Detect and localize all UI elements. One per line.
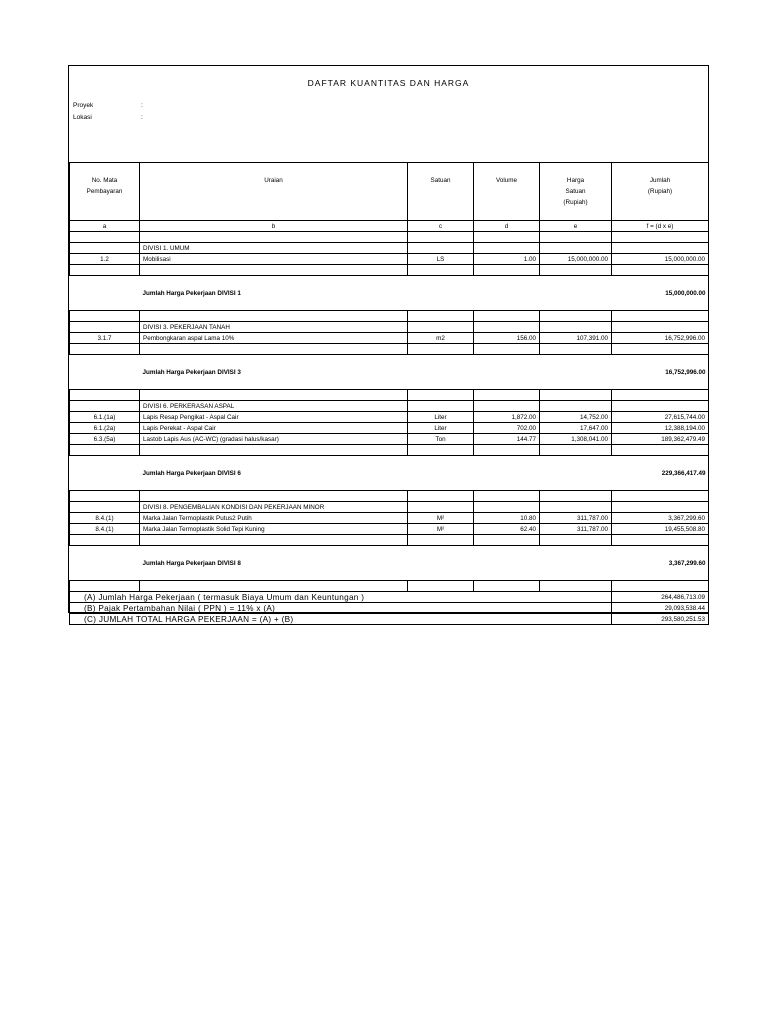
item-no: 3.1.7 <box>70 333 140 344</box>
subtotal-amount: 3,367,299.60 <box>612 546 709 581</box>
item-no: 8.4.(1) <box>70 524 140 535</box>
item-satuan: LS <box>408 254 474 265</box>
subtotal-amount: 16,752,996.00 <box>612 355 709 390</box>
empty-cell <box>408 243 474 254</box>
empty-cell <box>540 581 612 592</box>
summary-value: 264,486,713.09 <box>612 592 709 603</box>
empty-cell <box>474 322 540 333</box>
item-uraian: Pembongkaran aspal Lama 10% <box>140 333 408 344</box>
project-row <box>73 102 143 109</box>
empty-cell <box>540 276 612 311</box>
subtotal-row <box>70 456 709 491</box>
spacer-row <box>70 390 709 401</box>
empty-cell <box>474 445 540 456</box>
empty-cell <box>70 243 140 254</box>
empty-cell <box>540 322 612 333</box>
item-harga: 1,308,041.00 <box>540 434 612 445</box>
empty-cell <box>474 491 540 502</box>
empty-cell <box>540 355 612 390</box>
item-row <box>70 524 709 535</box>
empty-cell <box>70 445 140 456</box>
empty-cell <box>408 311 474 322</box>
empty-cell <box>70 265 140 276</box>
col-letter: b <box>140 221 408 232</box>
item-jumlah: 3,367,299.60 <box>612 513 709 524</box>
item-no: 1.2 <box>70 254 140 265</box>
empty-cell <box>612 535 709 546</box>
division-title: DIVISI 3. PEKERJAAN TANAH <box>140 322 408 333</box>
item-row <box>70 423 709 434</box>
summary-value: 29,093,538.44 <box>612 603 709 614</box>
empty-cell <box>540 546 612 581</box>
empty-cell <box>140 232 408 243</box>
col-letter: e <box>540 221 612 232</box>
empty-cell <box>612 581 709 592</box>
lokasi-colon: : <box>141 114 143 121</box>
spacer-row <box>70 232 709 243</box>
item-uraian: Marka Jalan Termoplastik Putus2 Putih <box>140 513 408 524</box>
empty-cell <box>540 344 612 355</box>
empty-cell <box>474 311 540 322</box>
division-title-row <box>70 502 709 513</box>
empty-cell <box>140 344 408 355</box>
division-title: DIVISI 8. PENGEMBALIAN KONDISI DAN PEKERJAAN MINOR <box>140 502 408 513</box>
item-jumlah: 16,752,996.00 <box>612 333 709 344</box>
empty-cell <box>612 401 709 412</box>
division-title-row <box>70 401 709 412</box>
summary-label: (B) Pajak Pertambahan Nilai ( PPN ) = 11% x (A) <box>70 603 612 614</box>
empty-cell <box>612 265 709 276</box>
empty-cell <box>474 581 540 592</box>
empty-cell <box>540 456 612 491</box>
item-no: 6.1.(2a) <box>70 423 140 434</box>
boq-sheet <box>68 65 709 624</box>
empty-cell <box>408 322 474 333</box>
empty-cell <box>474 243 540 254</box>
empty-cell <box>408 535 474 546</box>
subtotal-row <box>70 546 709 581</box>
column-letter-row <box>70 221 709 232</box>
spacer-row <box>70 491 709 502</box>
spacer-row <box>70 344 709 355</box>
subtotal-label: Jumlah Harga Pekerjaan DIVISI 6 <box>140 456 540 491</box>
subtotal-label: Jumlah Harga Pekerjaan DIVISI 8 <box>140 546 540 581</box>
spacer-row <box>70 535 709 546</box>
boq-body <box>70 163 709 625</box>
subtotal-amount: 229,366,417.49 <box>612 456 709 491</box>
empty-cell <box>70 311 140 322</box>
subtotal-row <box>70 276 709 311</box>
col-header-satuan: Satuan <box>408 163 474 221</box>
col-letter: d <box>474 221 540 232</box>
empty-cell <box>140 390 408 401</box>
empty-cell <box>408 390 474 401</box>
empty-cell <box>140 311 408 322</box>
empty-cell <box>70 502 140 513</box>
empty-cell <box>474 401 540 412</box>
spacer-row <box>70 311 709 322</box>
item-satuan: Liter <box>408 412 474 423</box>
empty-cell <box>540 491 612 502</box>
item-uraian: Lapis Perekat - Aspal Cair <box>140 423 408 434</box>
empty-cell <box>474 344 540 355</box>
boq-table <box>69 162 709 625</box>
summary-row <box>70 592 709 603</box>
col-header-jumlah: Jumlah (Rupiah) <box>612 163 709 221</box>
empty-cell <box>70 401 140 412</box>
col-letter: c <box>408 221 474 232</box>
summary-label: (A) Jumlah Harga Pekerjaan ( termasuk Biaya Umum dan Keuntungan ) <box>70 592 612 603</box>
item-volume: 156.00 <box>474 333 540 344</box>
column-header-row <box>70 163 709 221</box>
empty-cell <box>612 502 709 513</box>
spacer-row <box>70 581 709 592</box>
division-title-row <box>70 243 709 254</box>
empty-cell <box>612 322 709 333</box>
empty-cell <box>70 456 140 491</box>
item-row <box>70 254 709 265</box>
item-satuan: Ton <box>408 434 474 445</box>
empty-cell <box>612 311 709 322</box>
empty-cell <box>612 445 709 456</box>
item-row <box>70 333 709 344</box>
empty-cell <box>540 232 612 243</box>
item-jumlah: 27,615,744.00 <box>612 412 709 423</box>
empty-cell <box>540 445 612 456</box>
col-header-volume: Volume <box>474 163 540 221</box>
item-harga: 311,787.00 <box>540 524 612 535</box>
subtotal-label: Jumlah Harga Pekerjaan DIVISI 1 <box>140 276 540 311</box>
empty-cell <box>474 232 540 243</box>
col-header-harga: Harga Satuan (Rupiah) <box>540 163 612 221</box>
empty-cell <box>140 445 408 456</box>
empty-cell <box>612 491 709 502</box>
item-harga: 17,647.00 <box>540 423 612 434</box>
item-uraian: Lastob Lapis Aus (AC-WC) (gradasi halus/kasar) <box>140 434 408 445</box>
empty-cell <box>70 546 140 581</box>
item-satuan: M² <box>408 524 474 535</box>
item-harga: 311,787.00 <box>540 513 612 524</box>
empty-cell <box>140 581 408 592</box>
empty-cell <box>408 265 474 276</box>
empty-cell <box>474 502 540 513</box>
col-header-no: No. Mata Pembayaran <box>70 163 140 221</box>
item-volume: 10.80 <box>474 513 540 524</box>
summary-value: 293,580,251.53 <box>612 614 709 625</box>
empty-cell <box>540 502 612 513</box>
empty-cell <box>408 344 474 355</box>
item-volume: 1.00 <box>474 254 540 265</box>
item-no: 6.3.(5a) <box>70 434 140 445</box>
empty-cell <box>540 311 612 322</box>
empty-cell <box>70 322 140 333</box>
empty-cell <box>540 265 612 276</box>
empty-cell <box>408 401 474 412</box>
empty-cell <box>540 390 612 401</box>
item-volume: 62.40 <box>474 524 540 535</box>
subtotal-row <box>70 355 709 390</box>
item-uraian: Lapis Resap Pengikat - Aspal Cair <box>140 412 408 423</box>
col-letter: f = (d x e) <box>612 221 709 232</box>
empty-cell <box>408 232 474 243</box>
col-letter: a <box>70 221 140 232</box>
empty-cell <box>612 390 709 401</box>
item-volume: 144.77 <box>474 434 540 445</box>
item-harga: 15,000,000.00 <box>540 254 612 265</box>
item-harga: 107,391.00 <box>540 333 612 344</box>
empty-cell <box>540 243 612 254</box>
empty-cell <box>612 232 709 243</box>
empty-cell <box>612 344 709 355</box>
subtotal-amount: 15,000,000.00 <box>612 276 709 311</box>
empty-cell <box>408 502 474 513</box>
lokasi-label: Lokasi <box>73 114 92 121</box>
subtotal-label: Jumlah Harga Pekerjaan DIVISI 3 <box>140 355 540 390</box>
item-jumlah: 15,000,000.00 <box>612 254 709 265</box>
empty-cell <box>140 265 408 276</box>
division-title: DIVISI 6. PERKERASAN ASPAL <box>140 401 408 412</box>
item-volume: 702.00 <box>474 423 540 434</box>
location-row <box>73 114 143 121</box>
empty-cell <box>612 243 709 254</box>
spacer-row <box>70 445 709 456</box>
col-header-uraian: Uraian <box>140 163 408 221</box>
summary-row <box>70 603 709 614</box>
item-uraian: Marka Jalan Termoplastik Solid Tepi Kuning <box>140 524 408 535</box>
item-no: 8.4.(1) <box>70 513 140 524</box>
empty-cell <box>408 581 474 592</box>
empty-cell <box>70 491 140 502</box>
empty-cell <box>70 232 140 243</box>
empty-cell <box>70 344 140 355</box>
item-satuan: Liter <box>408 423 474 434</box>
empty-cell <box>408 445 474 456</box>
item-jumlah: 12,388,194.00 <box>612 423 709 434</box>
document-title: DAFTAR KUANTITAS DAN HARGA <box>307 78 470 88</box>
item-no: 6.1.(1a) <box>70 412 140 423</box>
empty-cell <box>70 276 140 311</box>
empty-cell <box>540 401 612 412</box>
empty-cell <box>474 535 540 546</box>
empty-cell <box>540 535 612 546</box>
item-jumlah: 19,455,508.80 <box>612 524 709 535</box>
item-volume: 1,872.00 <box>474 412 540 423</box>
summary-row <box>70 614 709 625</box>
empty-cell <box>70 355 140 390</box>
proyek-label: Proyek <box>73 102 94 109</box>
division-title-row <box>70 322 709 333</box>
item-satuan: m2 <box>408 333 474 344</box>
spacer-row <box>70 265 709 276</box>
item-row <box>70 434 709 445</box>
empty-cell <box>70 535 140 546</box>
item-row <box>70 412 709 423</box>
item-uraian: Mobilisasi <box>140 254 408 265</box>
item-jumlah: 189,362,479.49 <box>612 434 709 445</box>
summary-label: (C) JUMLAH TOTAL HARGA PEKERJAAN = (A) + (B) <box>70 614 612 625</box>
empty-cell <box>474 390 540 401</box>
item-satuan: M² <box>408 513 474 524</box>
empty-cell <box>474 265 540 276</box>
empty-cell <box>140 535 408 546</box>
empty-cell <box>408 491 474 502</box>
empty-cell <box>70 390 140 401</box>
division-title: DIVISI 1. UMUM <box>140 243 408 254</box>
item-row <box>70 513 709 524</box>
empty-cell <box>140 491 408 502</box>
proyek-colon: : <box>141 102 143 109</box>
empty-cell <box>70 581 140 592</box>
item-harga: 14,752.00 <box>540 412 612 423</box>
